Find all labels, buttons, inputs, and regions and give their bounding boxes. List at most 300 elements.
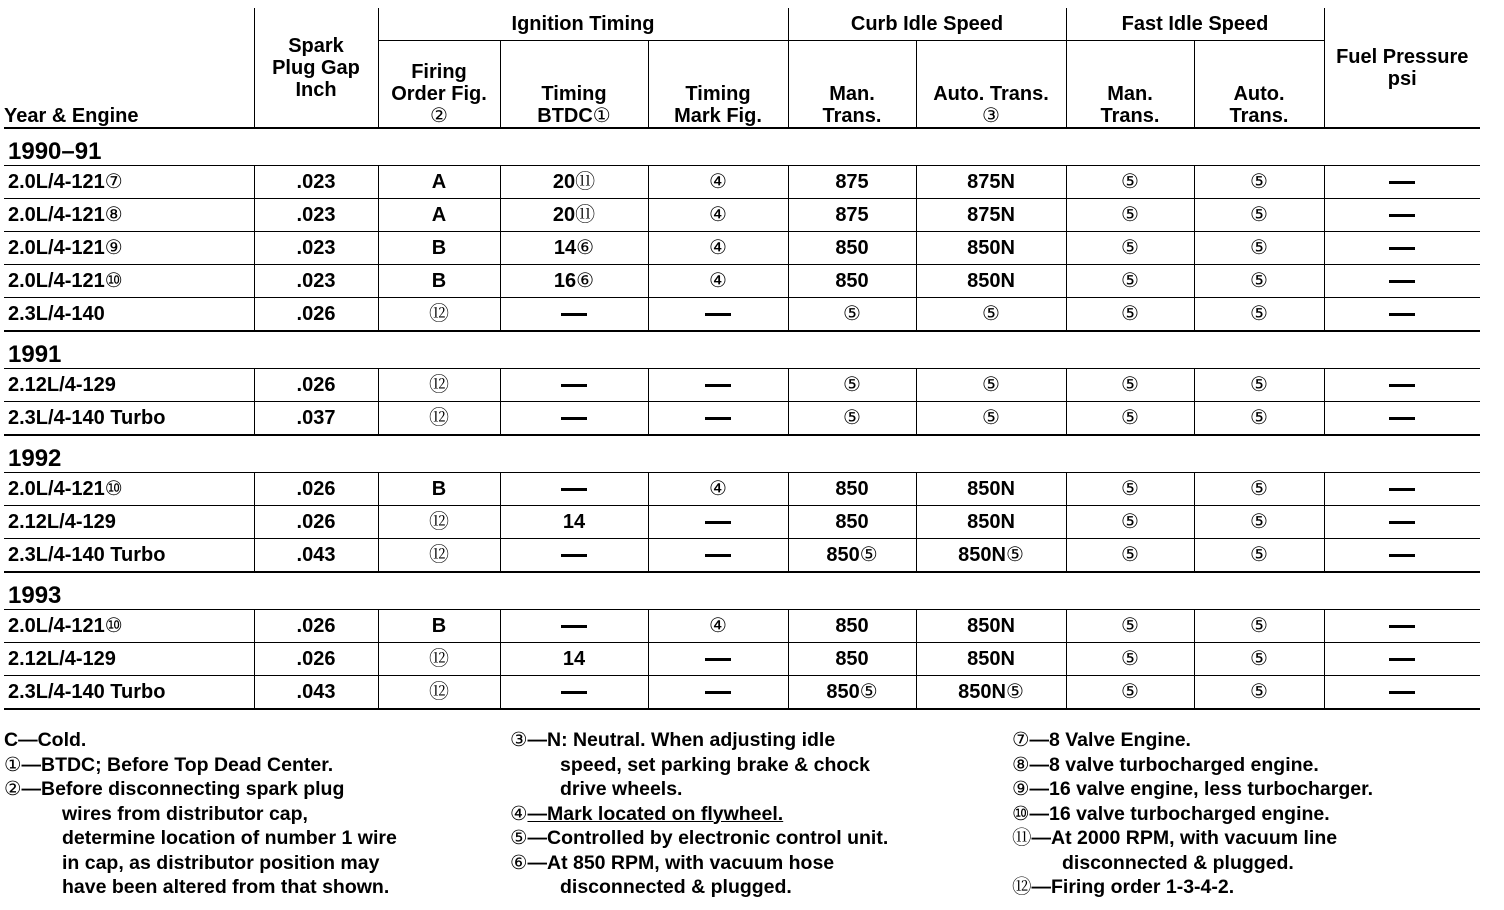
spec-sheet <box>4 8 1484 710</box>
cell-firing-order <box>378 506 500 539</box>
group-curb-idle-speed: Curb Idle Speed <box>788 8 1066 41</box>
cell-value: 875 <box>835 204 869 226</box>
dash-mark <box>705 313 731 316</box>
cell-value: ⑤ <box>982 374 1000 396</box>
cell-value: ⑤ <box>1250 237 1268 259</box>
cell-fast-auto <box>1194 369 1324 402</box>
cell-engine <box>4 402 254 436</box>
dash-mark <box>1389 658 1415 661</box>
cell-value: ⑤ <box>843 407 861 429</box>
cell-timing-mark-fig <box>648 506 788 539</box>
note-cold: C—Cold. <box>4 729 87 751</box>
cell-value: 850N <box>958 681 1006 703</box>
cell-engine <box>4 232 254 265</box>
cell-value: ⑤ <box>1121 478 1139 500</box>
cell-timing-btdc <box>500 369 648 402</box>
cell-value: 850N <box>967 615 1015 637</box>
cell-engine <box>4 610 254 643</box>
cell-timing-mark-fig <box>648 676 788 710</box>
cell-fuel-pressure <box>1324 643 1480 676</box>
engine-label: 2.0L/4-121 <box>8 204 105 226</box>
dash-mark <box>705 691 731 694</box>
cell-fuel-pressure <box>1324 539 1480 573</box>
cell-value: 850 <box>835 478 869 500</box>
cell-fast-man <box>1066 643 1194 676</box>
cell-value: ⑫ <box>429 303 449 325</box>
cell-value: ④ <box>709 270 727 292</box>
cell-spark-plug-gap <box>254 506 378 539</box>
cell-firing-order <box>378 369 500 402</box>
engine-label: 2.12L/4-129 <box>8 511 116 533</box>
col-timing-btdc: Timing BTDC① <box>500 41 648 129</box>
footnote-marker: ⑩ <box>104 270 123 292</box>
dash-mark <box>1389 280 1415 283</box>
cell-value: ⑫ <box>429 681 449 703</box>
cell-value: ⑤ <box>1250 615 1268 637</box>
note-3-line-2: speed, set parking brake & chock <box>560 753 870 776</box>
cell-fast-auto <box>1194 643 1324 676</box>
table-row <box>4 506 1480 539</box>
cell-fast-auto <box>1194 506 1324 539</box>
cell-value: .043 <box>296 681 336 703</box>
cell-value: A <box>431 204 447 226</box>
cell-value: ⑫ <box>429 544 449 566</box>
cell-fast-man <box>1066 402 1194 436</box>
note-8: ⑧—8 valve turbocharged engine. <box>1012 753 1319 776</box>
note-2-line-2: wires from distributor cap, <box>62 802 308 825</box>
cell-timing-btdc <box>500 539 648 573</box>
cell-curb-auto <box>916 265 1066 298</box>
cell-timing-btdc <box>500 265 648 298</box>
col-firing-order-fig: Firing Order Fig. ② <box>378 41 500 129</box>
cell-value: ⑤ <box>1121 407 1139 429</box>
cell-fuel-pressure <box>1324 402 1480 436</box>
cell-engine <box>4 473 254 506</box>
cell-value: ⑤ <box>1121 171 1139 193</box>
dash-mark <box>1389 247 1415 250</box>
footnote-marker: ⑥ <box>576 270 595 292</box>
footnotes <box>4 728 1494 908</box>
dash-mark <box>561 488 587 491</box>
footnote-marker: ⑪ <box>575 171 596 193</box>
cell-curb-man <box>788 539 916 573</box>
col-year-engine: Year & Engine <box>4 8 254 128</box>
table-row <box>4 402 1480 436</box>
cell-value: ④ <box>709 478 727 500</box>
dash-mark <box>1389 691 1415 694</box>
col-fuel-pressure: Fuel Pressure psi <box>1324 8 1480 128</box>
cell-fuel-pressure <box>1324 166 1480 199</box>
footnote-marker: ⑧ <box>104 204 123 226</box>
cell-curb-man <box>788 610 916 643</box>
cell-value: ⑫ <box>429 648 449 670</box>
cell-fast-auto <box>1194 676 1324 710</box>
cell-value: .026 <box>296 615 336 637</box>
cell-firing-order <box>378 643 500 676</box>
note-2-line-3: determine location of number 1 wire <box>62 827 397 849</box>
engine-label: 2.12L/4-129 <box>8 648 116 670</box>
cell-timing-mark-fig <box>648 166 788 199</box>
cell-curb-auto <box>916 610 1066 643</box>
cell-timing-mark-fig <box>648 369 788 402</box>
cell-value: 875N <box>967 204 1015 226</box>
cell-curb-auto <box>916 232 1066 265</box>
cell-spark-plug-gap <box>254 369 378 402</box>
cell-value: ⑤ <box>982 303 1000 325</box>
cell-timing-btdc <box>500 473 648 506</box>
engine-label: 2.12L/4-129 <box>8 374 116 396</box>
cell-value: B <box>431 237 447 259</box>
footnotes-col-3 <box>1012 728 1494 900</box>
footnote-marker: ⑤ <box>859 544 878 566</box>
cell-curb-man <box>788 166 916 199</box>
cell-value: .023 <box>296 237 336 259</box>
cell-timing-mark-fig <box>648 539 788 573</box>
cell-value: ⑤ <box>1250 511 1268 533</box>
dash-mark <box>561 625 587 628</box>
cell-curb-auto <box>916 298 1066 332</box>
dash-mark <box>705 658 731 661</box>
engine-label: 2.0L/4-121 <box>8 237 105 259</box>
year-label: 1993 <box>4 572 1480 610</box>
cell-value: .026 <box>296 648 336 670</box>
cell-firing-order <box>378 610 500 643</box>
cell-value: ⑤ <box>1250 204 1268 226</box>
cell-firing-order <box>378 473 500 506</box>
cell-fuel-pressure <box>1324 298 1480 332</box>
cell-fuel-pressure <box>1324 473 1480 506</box>
tune-up-spec-table <box>4 8 1480 710</box>
cell-value: ⑤ <box>1121 681 1139 703</box>
cell-value: ⑤ <box>982 407 1000 429</box>
note-2-line-4: in cap, as distributor position may <box>62 851 380 874</box>
cell-spark-plug-gap <box>254 402 378 436</box>
cell-value: ⑤ <box>1250 407 1268 429</box>
cell-timing-mark-fig <box>648 199 788 232</box>
cell-spark-plug-gap <box>254 676 378 710</box>
cell-value: 875 <box>835 171 869 193</box>
cell-value: ⑤ <box>1121 511 1139 533</box>
cell-fuel-pressure <box>1324 232 1480 265</box>
cell-fast-auto <box>1194 539 1324 573</box>
cell-timing-btdc <box>500 610 648 643</box>
cell-timing-mark-fig <box>648 298 788 332</box>
cell-curb-auto <box>916 199 1066 232</box>
cell-value: ⑫ <box>429 374 449 396</box>
header-group-row <box>4 8 1480 41</box>
dash-mark <box>705 417 731 420</box>
cell-fast-man <box>1066 199 1194 232</box>
cell-curb-auto <box>916 473 1066 506</box>
cell-curb-man <box>788 232 916 265</box>
cell-spark-plug-gap <box>254 199 378 232</box>
cell-value: 850 <box>835 511 869 533</box>
year-row <box>4 435 1480 473</box>
cell-fuel-pressure <box>1324 506 1480 539</box>
cell-fast-man <box>1066 166 1194 199</box>
cell-engine <box>4 506 254 539</box>
year-label: 1991 <box>4 331 1480 369</box>
cell-fast-auto <box>1194 298 1324 332</box>
cell-firing-order <box>378 402 500 436</box>
cell-timing-btdc <box>500 166 648 199</box>
cell-fast-man <box>1066 232 1194 265</box>
cell-value: 850N <box>967 648 1015 670</box>
cell-timing-btdc <box>500 199 648 232</box>
cell-value: ⑤ <box>1121 374 1139 396</box>
cell-value: A <box>431 171 447 193</box>
note-7: ⑦—8 Valve Engine. <box>1012 729 1191 751</box>
table-row <box>4 298 1480 332</box>
cell-value: B <box>431 270 447 292</box>
engine-label: 2.3L/4-140 <box>8 303 105 325</box>
cell-fast-man <box>1066 265 1194 298</box>
cell-curb-man <box>788 506 916 539</box>
footnotes-col-1 <box>4 728 504 900</box>
cell-curb-auto <box>916 369 1066 402</box>
cell-spark-plug-gap <box>254 473 378 506</box>
col-curb-auto-trans: Auto. Trans. ③ <box>916 41 1066 129</box>
cell-value: .026 <box>296 511 336 533</box>
cell-firing-order <box>378 166 500 199</box>
note-9: ⑨—16 valve engine, less turbocharger. <box>1012 778 1374 800</box>
cell-value: 14 <box>553 237 577 259</box>
cell-value: ⑤ <box>1250 681 1268 703</box>
dash-mark <box>1389 181 1415 184</box>
note-3-line-3: drive wheels. <box>560 778 683 800</box>
cell-engine <box>4 265 254 298</box>
cell-engine <box>4 199 254 232</box>
cell-value: ④ <box>709 204 727 226</box>
footnote-marker: ⑪ <box>575 204 596 226</box>
cell-spark-plug-gap <box>254 232 378 265</box>
table-row <box>4 473 1480 506</box>
footnotes-col-2 <box>510 728 1010 900</box>
cell-timing-btdc <box>500 402 648 436</box>
cell-value: ⑤ <box>1250 544 1268 566</box>
cell-value: ⑤ <box>1121 270 1139 292</box>
cell-value: ⑤ <box>1121 303 1139 325</box>
cell-value: ⑫ <box>429 407 449 429</box>
cell-curb-auto <box>916 676 1066 710</box>
dash-mark <box>561 691 587 694</box>
cell-value: 850 <box>835 237 869 259</box>
dash-mark <box>705 521 731 524</box>
engine-label: 2.0L/4-121 <box>8 171 105 193</box>
cell-firing-order <box>378 676 500 710</box>
cell-fast-man <box>1066 473 1194 506</box>
cell-timing-mark-fig <box>648 473 788 506</box>
note-5: ⑤—Controlled by electronic control unit. <box>510 827 889 849</box>
cell-curb-auto <box>916 166 1066 199</box>
cell-curb-man <box>788 265 916 298</box>
cell-curb-auto <box>916 402 1066 436</box>
cell-firing-order <box>378 199 500 232</box>
cell-timing-btdc <box>500 676 648 710</box>
cell-timing-btdc <box>500 298 648 332</box>
cell-value: 850N <box>967 511 1015 533</box>
cell-curb-man <box>788 402 916 436</box>
cell-timing-btdc <box>500 506 648 539</box>
cell-value: B <box>431 615 447 637</box>
cell-value: 850 <box>826 681 860 703</box>
cell-value: .043 <box>296 544 336 566</box>
cell-value: ⑤ <box>1121 615 1139 637</box>
cell-value: ⑤ <box>843 303 861 325</box>
cell-value: 14 <box>562 511 586 533</box>
cell-fast-man <box>1066 369 1194 402</box>
cell-curb-man <box>788 199 916 232</box>
cell-value: ⑤ <box>1121 237 1139 259</box>
cell-value: .023 <box>296 270 336 292</box>
cell-fast-auto <box>1194 232 1324 265</box>
cell-engine <box>4 539 254 573</box>
cell-spark-plug-gap <box>254 539 378 573</box>
cell-timing-mark-fig <box>648 402 788 436</box>
cell-value: 16 <box>553 270 577 292</box>
dash-mark <box>705 384 731 387</box>
col-spark-plug-gap: Spark Plug Gap Inch <box>254 8 378 128</box>
note-10: ⑩—16 valve turbocharged engine. <box>1012 802 1330 825</box>
cell-value: ⑫ <box>429 511 449 533</box>
cell-fast-auto <box>1194 265 1324 298</box>
cell-value: B <box>431 478 447 500</box>
engine-label: 2.3L/4-140 Turbo <box>8 681 166 703</box>
note-4: ④—Mark located on flywheel. <box>510 802 784 825</box>
year-label: 1992 <box>4 435 1480 473</box>
cell-timing-mark-fig <box>648 232 788 265</box>
cell-fast-auto <box>1194 610 1324 643</box>
dash-mark <box>561 313 587 316</box>
cell-value: .037 <box>296 407 336 429</box>
cell-fast-auto <box>1194 473 1324 506</box>
dash-mark <box>561 554 587 557</box>
dash-mark <box>1389 417 1415 420</box>
table-row <box>4 539 1480 573</box>
table-row <box>4 369 1480 402</box>
cell-firing-order <box>378 298 500 332</box>
engine-label: 2.0L/4-121 <box>8 270 105 292</box>
group-fast-idle-speed: Fast Idle Speed <box>1066 8 1324 41</box>
cell-engine <box>4 369 254 402</box>
year-row <box>4 572 1480 610</box>
footnote-marker: ⑦ <box>104 171 123 193</box>
footnote-marker: ⑤ <box>1005 681 1024 703</box>
cell-curb-man <box>788 369 916 402</box>
note-12: ⑫—Firing order 1-3-4-2. <box>1012 876 1235 898</box>
cell-spark-plug-gap <box>254 265 378 298</box>
cell-fast-man <box>1066 676 1194 710</box>
cell-curb-auto <box>916 539 1066 573</box>
cell-fuel-pressure <box>1324 369 1480 402</box>
cell-value: ⑤ <box>1121 204 1139 226</box>
note-1: ①—BTDC; Before Top Dead Center. <box>4 753 334 776</box>
cell-fast-auto <box>1194 402 1324 436</box>
cell-value: 850 <box>835 615 869 637</box>
cell-value: ⑤ <box>1250 171 1268 193</box>
dash-mark <box>705 554 731 557</box>
cell-fuel-pressure <box>1324 199 1480 232</box>
cell-value: 20 <box>552 204 576 226</box>
footnote-marker: ⑩ <box>104 615 123 637</box>
cell-fast-man <box>1066 610 1194 643</box>
dash-mark <box>1389 554 1415 557</box>
cell-engine <box>4 166 254 199</box>
col-curb-man-trans: Man. Trans. <box>788 41 916 129</box>
cell-fast-man <box>1066 506 1194 539</box>
cell-fuel-pressure <box>1324 610 1480 643</box>
cell-spark-plug-gap <box>254 610 378 643</box>
footnote-marker: ⑤ <box>1005 544 1024 566</box>
cell-curb-man <box>788 298 916 332</box>
cell-firing-order <box>378 232 500 265</box>
engine-label: 2.3L/4-140 Turbo <box>8 407 166 429</box>
cell-value: ⑤ <box>1121 544 1139 566</box>
dash-mark <box>1389 488 1415 491</box>
cell-timing-mark-fig <box>648 643 788 676</box>
cell-timing-btdc <box>500 232 648 265</box>
col-fast-man-trans: Man. Trans. <box>1066 41 1194 129</box>
col-timing-mark-fig: Timing Mark Fig. <box>648 41 788 129</box>
cell-value: 875N <box>967 171 1015 193</box>
cell-value: ⑤ <box>1250 270 1268 292</box>
note-11-line-2: disconnected & plugged. <box>1062 851 1294 874</box>
cell-value: ④ <box>709 237 727 259</box>
engine-label: 2.0L/4-121 <box>8 478 105 500</box>
cell-value: 20 <box>552 171 576 193</box>
engine-label: 2.0L/4-121 <box>8 615 105 637</box>
dash-mark <box>561 384 587 387</box>
cell-curb-auto <box>916 506 1066 539</box>
cell-value: 850N <box>967 478 1015 500</box>
cell-value: 850 <box>826 544 860 566</box>
cell-firing-order <box>378 265 500 298</box>
cell-value: 850N <box>967 237 1015 259</box>
table-row <box>4 232 1480 265</box>
col-fast-auto-trans: Auto. Trans. <box>1194 41 1324 129</box>
cell-fast-auto <box>1194 166 1324 199</box>
cell-timing-mark-fig <box>648 610 788 643</box>
cell-timing-mark-fig <box>648 265 788 298</box>
cell-value: ⑤ <box>1250 648 1268 670</box>
cell-value: .026 <box>296 478 336 500</box>
cell-timing-btdc <box>500 643 648 676</box>
dash-mark <box>561 417 587 420</box>
cell-engine <box>4 676 254 710</box>
cell-value: .023 <box>296 204 336 226</box>
cell-value: 850 <box>835 270 869 292</box>
footnote-marker: ⑥ <box>576 237 595 259</box>
cell-fast-man <box>1066 539 1194 573</box>
cell-value: ④ <box>709 615 727 637</box>
group-ignition-timing: Ignition Timing <box>378 8 788 41</box>
cell-curb-man <box>788 676 916 710</box>
table-body <box>4 128 1480 709</box>
cell-spark-plug-gap <box>254 298 378 332</box>
cell-value: ⑤ <box>1250 374 1268 396</box>
cell-value: .026 <box>296 374 336 396</box>
cell-fuel-pressure <box>1324 265 1480 298</box>
note-11: ⑪—At 2000 RPM, with vacuum line <box>1012 827 1338 849</box>
cell-firing-order <box>378 539 500 573</box>
cell-value: ⑤ <box>843 374 861 396</box>
note-6: ⑥—At 850 RPM, with vacuum hose <box>510 851 835 874</box>
dash-mark <box>1389 384 1415 387</box>
note-6-line-2: disconnected & plugged. <box>560 876 792 898</box>
cell-engine <box>4 298 254 332</box>
table-row <box>4 265 1480 298</box>
cell-value: 850 <box>835 648 869 670</box>
